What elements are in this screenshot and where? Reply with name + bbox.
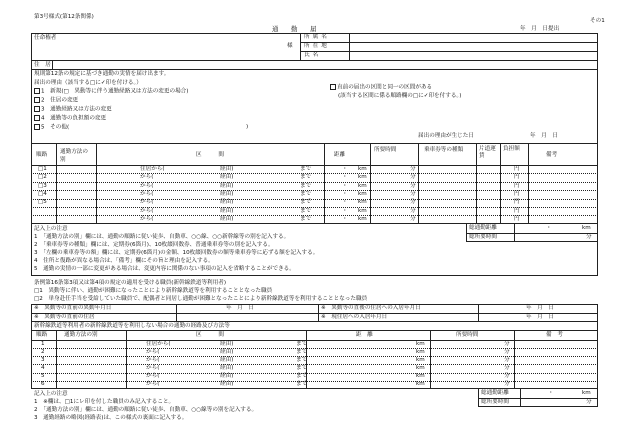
t1-row-to: まで <box>300 199 312 206</box>
notes1-item-4: 4 住所と復路が異なる場合は、「備考」欄にその旨と理由を記入する。 <box>34 258 214 264</box>
t2-row-unit: km <box>416 373 425 380</box>
t1-row-yen: 円 <box>514 216 520 223</box>
notes1-item-3: 3 「左欄の乗車券等の額」欄には、定期券(6箇月)の金額、10枚綴回数券の額等乗車券等に応ずる額を記入する。 <box>34 250 319 256</box>
t1-row-unit: km <box>358 199 367 206</box>
t2-row-unit: km <box>416 340 425 347</box>
t2-row-unit: km <box>416 381 425 388</box>
t2-row-from: から( <box>146 373 160 380</box>
appointer-label: 任命権者 <box>34 35 57 41</box>
t1-row-via: 経由) <box>220 191 234 197</box>
residence-label: 住 居 <box>34 62 51 68</box>
t2-row-from: から( <box>146 365 160 372</box>
t2-th-section: 区 間 <box>196 332 224 338</box>
t2-row-minutes: 分 <box>504 340 510 347</box>
th-order: 順路 <box>36 152 48 158</box>
t1-row-unit: km <box>358 216 367 223</box>
total-distance-label: 総通勤距離 <box>469 225 497 231</box>
t1-row-minutes: 分 <box>410 207 416 214</box>
t2-row-to: まで <box>296 340 308 347</box>
t2-row-to: まで <box>296 373 308 380</box>
reason-item-5[interactable]: 5 その他( <box>34 124 69 132</box>
t1-row-from: から( <box>140 182 154 189</box>
t1-row-unit: km <box>358 207 367 214</box>
t1-row-minutes: 分 <box>410 216 416 223</box>
t2-row-from: 住居から( <box>146 340 171 347</box>
t2-row-minutes: 分 <box>504 373 510 380</box>
t1-row-yen: 円 <box>514 182 520 189</box>
notes1-item-5: 5 通勤の実情の一部に変更がある場合は、変更内容に関係のない事項の記入を省略することができる。 <box>34 266 295 272</box>
name-label: 氏名 <box>304 52 322 58</box>
reason-item-3[interactable]: 3 通勤経路又は方法の変更 <box>34 106 112 114</box>
t2-row-via: 経由) <box>220 365 234 372</box>
t2-row-unit: km <box>416 348 425 355</box>
t1-row-unit: km <box>358 174 367 181</box>
name-field[interactable] <box>351 52 596 59</box>
th-distance: 距離 <box>334 152 346 158</box>
th-time: 所要時間 <box>374 147 397 153</box>
t2-row-via: 経由) <box>220 348 234 355</box>
t2-row-order: 5 <box>41 373 45 380</box>
current-residence-date-label: ※ 現住居への入居年月日 <box>321 314 388 320</box>
notes1-title: 記入上の注意 <box>34 226 68 232</box>
address-field[interactable] <box>351 43 596 50</box>
t2-row-order: 3 <box>41 356 45 363</box>
sec2-header: 条例第16条第3項又は第4項の規定の適用を受ける職員(新幹線鉄道等利用者) <box>34 280 227 286</box>
same-section-checkbox[interactable] <box>330 84 336 90</box>
t1-row-order[interactable]: □1 <box>38 165 47 172</box>
t1-row-minutes: 分 <box>410 191 416 197</box>
t1-row-unit: km <box>358 191 367 197</box>
pre-move-residence-label: ※ 異動等の直前の住居 <box>34 314 95 320</box>
post-move-date-label: ※ 異動等の直後の住居への入居年月日 <box>321 305 421 311</box>
checkbox-1[interactable] <box>34 88 40 94</box>
intro-text: 規則第12条の規定に基づき通勤の実情を届け出ます。 <box>34 71 170 77</box>
total-time-2-label: 総所要時間 <box>481 399 509 405</box>
checkbox-5[interactable] <box>34 124 40 130</box>
total-distance-unit: km <box>582 225 591 231</box>
t1-row-via: 経由) <box>220 199 234 206</box>
checkbox-4[interactable] <box>34 115 40 121</box>
t1-row-via: 経由) <box>220 216 234 223</box>
current-residence-date-field[interactable]: 年 月 日 <box>526 314 554 320</box>
post-label: 所在地 <box>304 43 330 49</box>
t1-row-yen: 円 <box>514 174 520 181</box>
checkbox-2[interactable] <box>34 97 40 103</box>
notes1-item-1: 1 「通勤方法の別」欄には、通勤の順路に従い徒歩、自動車、○○線、○○新幹線等の別を記入する。 <box>34 234 290 240</box>
t1-row-via: 経由) <box>220 165 234 172</box>
submission-date: 年 月 日提出 <box>520 26 560 32</box>
t2-row-via: 経由) <box>220 340 234 347</box>
t2-row-via: 経由) <box>220 373 234 380</box>
t2-row-via: 経由) <box>220 381 234 388</box>
t1-row-from: から( <box>140 174 154 181</box>
notes2-item-1: 1 ※欄は、□1にレ印を付した職員のみ記入すること。 <box>34 399 175 405</box>
t1-row-from: から( <box>140 199 154 206</box>
t1-row-via: 経由) <box>220 174 234 181</box>
t1-row-minutes: 分 <box>410 199 416 206</box>
sec2-item-2[interactable]: □2 単身赴任手当を受給していた職員で、配偶者と同居し通勤が困難となったことにより新幹線鉄道等を利用することとなった職員 <box>34 296 368 302</box>
same-section-option[interactable]: 直前の届出の区間と同一の区間がある <box>330 84 432 92</box>
post-move-date-field[interactable]: 年 月 日 <box>526 305 554 311</box>
reasons-header: 届出の理由（該当する□に✓印を付ける。） <box>34 80 142 86</box>
reason-item-4[interactable]: 4 通勤等の負担額の変更 <box>34 115 106 123</box>
t1-row-dist: ・ <box>342 174 348 181</box>
reason-date-label: 届出の理由が生じた日 <box>418 133 474 139</box>
notes2-item-3: 3 通勤経路の略図(経路表)は、この様式の裏面に記入する。 <box>34 415 188 421</box>
t1-row-dist: ・ <box>342 191 348 197</box>
t1-row-dist: ・ <box>342 207 348 214</box>
notes2-item-2: 2 「通勤方法の別」欄には、通勤の順路に従い徒歩、自動車、○○線等の別を記入する。 <box>34 407 258 413</box>
t1-row-from: から( <box>140 216 154 223</box>
page-title: 通 勤 届 <box>272 25 320 33</box>
dept-field[interactable] <box>351 34 596 41</box>
th-section: 区 間 <box>196 152 224 158</box>
residence-field[interactable] <box>54 62 594 69</box>
t2-row-minutes: 分 <box>504 365 510 372</box>
notes1-item-2: 2 「乗車券等の種類」欄には、定期券(6箇月)、10枚綴回数券、普通乗車券等の別を記入する。 <box>34 242 274 248</box>
t2-row-via: 経由) <box>220 356 234 363</box>
notes2-title: 記入上の注意 <box>34 391 68 397</box>
t1-row-dist: ・ <box>342 216 348 223</box>
t1-row-dist: ・ <box>342 199 348 206</box>
t1-row-to: まで <box>300 165 312 172</box>
t1-row-unit: km <box>358 182 367 189</box>
t1-row-order[interactable]: □4 <box>38 191 47 197</box>
t1-row-via: 経由) <box>220 207 234 214</box>
t2-row-unit: km <box>416 365 425 372</box>
t1-row-yen: 円 <box>514 199 520 206</box>
t2-row-minutes: 分 <box>504 381 510 388</box>
t1-row-from: から( <box>140 191 154 197</box>
t1-row-minutes: 分 <box>410 174 416 181</box>
t1-row-unit: km <box>358 165 367 172</box>
other-close-paren: ) <box>246 124 249 130</box>
t2-row-order: 4 <box>41 365 45 372</box>
same-section-note: (該当する区間に係る順路欄の□に✓印を付する。) <box>338 93 462 99</box>
t1-row-to: まで <box>300 191 312 197</box>
t2-row-to: まで <box>296 365 308 372</box>
sec2-bar-text: 新幹線鉄道等利用者の新幹線鉄道等を利用しない場合の通勤の経路及び方法等 <box>34 323 230 329</box>
reason-date-field[interactable]: 年 月 日 <box>530 133 558 139</box>
t1-row-order[interactable]: □3 <box>38 182 47 189</box>
total-time-2-unit: 分 <box>586 399 592 405</box>
pre-move-date-label: ※ 異動等の直前の異動年月日 <box>34 305 112 311</box>
t1-row-order[interactable]: □2 <box>38 174 47 181</box>
t2-th-method: 通勤方法の別 <box>64 332 98 338</box>
th-fare: 片道運賃 <box>479 146 496 159</box>
total-distance-2-unit: km <box>582 390 591 396</box>
total-time-label: 総所要時間 <box>469 234 497 240</box>
dept-label: 所属名 <box>304 34 330 40</box>
t1-row-minutes: 分 <box>410 182 416 189</box>
pre-move-date-field[interactable]: 年 月 日 <box>226 305 254 311</box>
t1-row-dist: ・ <box>342 165 348 172</box>
th-fare-type: 乗車券等の種類 <box>424 147 464 153</box>
th-method: 通勤方法の別 <box>60 149 88 163</box>
t2-row-from: から( <box>146 381 160 388</box>
th-note: 備考 <box>546 152 558 158</box>
t1-row-yen: 円 <box>514 165 520 172</box>
t2-th-order: 順路 <box>36 332 48 338</box>
t2-row-to: まで <box>296 348 308 355</box>
copy-number: その1 <box>590 18 605 24</box>
t2-row-unit: km <box>416 356 425 363</box>
sama-label: 様 <box>287 43 293 49</box>
th-cost: 負担額 <box>503 146 520 152</box>
t2-row-order: 6 <box>41 381 45 388</box>
t2-row-minutes: 分 <box>504 348 510 355</box>
sec2-item-1[interactable]: □1 異動等に伴い、通勤が困難になったことにより新幹線鉄道等を利用することとなった職員 <box>34 288 273 294</box>
t2-row-from: から( <box>146 348 160 355</box>
t1-row-to: まで <box>300 207 312 214</box>
form-number: 第3号様式(第12条関係) <box>34 14 94 20</box>
t1-row-order[interactable]: □5 <box>38 199 47 206</box>
t1-row-via: 経由) <box>220 182 234 189</box>
total-distance-2-dot: ・ <box>548 390 554 396</box>
t2-th-distance: 距 離 <box>356 332 373 338</box>
checkbox-3[interactable] <box>34 106 40 112</box>
t1-row-minutes: 分 <box>410 165 416 172</box>
t2-row-from: から( <box>146 356 160 363</box>
t1-row-to: まで <box>300 216 312 223</box>
t1-row-yen: 円 <box>514 191 520 197</box>
t2-th-note: 備 考 <box>546 332 563 338</box>
t2-row-to: まで <box>296 356 308 363</box>
t1-row-to: まで <box>300 182 312 189</box>
t1-row-from: から( <box>140 207 154 214</box>
t2-row-order: 1 <box>41 340 45 347</box>
reason-item-1[interactable]: 1 新規(□ 異動等に伴う通勤経路又は方法の変更の場合) <box>34 88 188 96</box>
t1-row-yen: 円 <box>514 207 520 214</box>
t1-row-from: 住居から( <box>140 165 165 172</box>
t2-row-minutes: 分 <box>504 356 510 363</box>
total-time-unit: 分 <box>586 234 592 240</box>
t2-row-to: まで <box>296 381 308 388</box>
commute-table <box>31 144 598 224</box>
t1-row-to: まで <box>300 174 312 181</box>
reason-item-2[interactable]: 2 住居の変更 <box>34 97 78 105</box>
t2-th-time: 所要時間 <box>456 332 479 338</box>
t2-row-order: 2 <box>41 348 45 355</box>
t1-row-dist: ・ <box>342 182 348 189</box>
total-distance-dot: ・ <box>546 225 552 231</box>
total-distance-2-label: 総通勤距離 <box>481 390 509 396</box>
